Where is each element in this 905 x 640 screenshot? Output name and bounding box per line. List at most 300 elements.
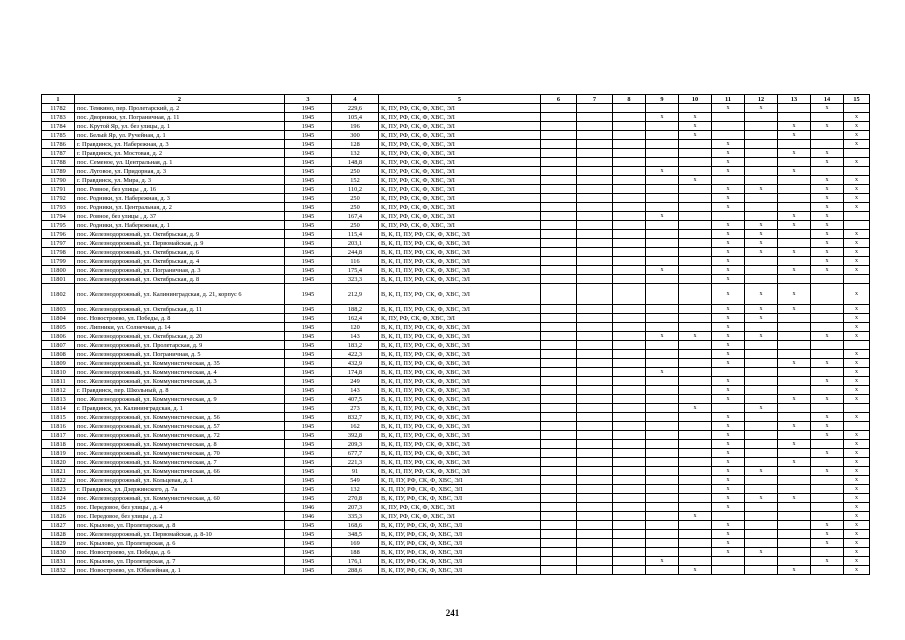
mark-cell [679, 557, 712, 566]
address-cell: пос. Железнодорожный, ул. Октябрьская, д. 4 [75, 257, 285, 266]
table-row [42, 284, 870, 305]
year-cell: 1945 [285, 284, 332, 305]
mark-cell: x [679, 176, 712, 185]
mark-cell [745, 113, 778, 122]
address-cell: пос. Железнодорожный, ул. Коммунистическая, д. 7 [75, 458, 285, 467]
year-cell: 1945 [285, 158, 332, 167]
mark-cell [577, 413, 613, 422]
systems-cell: В, К, П, ПУ, РФ, СК, Ф, ХВС, ЭЛ [379, 422, 541, 431]
mark-cell: x [844, 203, 870, 212]
mark-cell [646, 359, 679, 368]
address-cell: г. Правдинск, ул. Мира, д. 3 [75, 176, 285, 185]
systems-cell: В, К, П, ПУ, РФ, СК, Ф, ХВС, ЭЛ [379, 386, 541, 395]
table-row [42, 221, 870, 230]
mark-cell [778, 521, 811, 530]
mark-cell: x [712, 194, 745, 203]
mark-cell [613, 104, 646, 113]
mark-cell [577, 395, 613, 404]
mark-cell: x [844, 284, 870, 305]
address-cell: пос. Железнодорожный, ул. Калининградская, д. 21, корпус 6 [75, 284, 285, 305]
mark-cell: x [811, 521, 844, 530]
mark-cell [541, 248, 577, 257]
mark-cell [577, 422, 613, 431]
mark-cell: x [844, 158, 870, 167]
year-cell: 1945 [285, 476, 332, 485]
address-cell: г. Правдинск, ул. Набережная, д. 3 [75, 140, 285, 149]
address-cell: пос. Железнодорожный, ул. Коммунистическая, д. 8 [75, 440, 285, 449]
systems-cell: В, К, П, ПУ, РФ, СК, Ф, ХВС, ЭЛ [379, 413, 541, 422]
mark-cell [778, 323, 811, 332]
mark-cell [541, 539, 577, 548]
mark-cell: x [844, 458, 870, 467]
mark-cell [613, 485, 646, 494]
mark-cell: x [745, 221, 778, 230]
mark-cell: x [811, 221, 844, 230]
mark-cell [745, 503, 778, 512]
mark-cell [778, 104, 811, 113]
systems-cell: В, К, П, ПУ, РФ, СК, Ф, ХВС, ЭЛ [379, 467, 541, 476]
mark-cell: x [646, 332, 679, 341]
mark-cell: x [679, 566, 712, 575]
address-cell: пос. Новостроево, ул. Юбилейная, д. 1 [75, 566, 285, 575]
row-number-cell: 11823 [42, 485, 75, 494]
column-header: 3 [285, 95, 332, 104]
mark-cell [745, 557, 778, 566]
mark-cell [613, 314, 646, 323]
mark-cell [613, 539, 646, 548]
mark-cell [541, 323, 577, 332]
header-row [42, 95, 870, 104]
systems-cell: В, К, П, ПУ, РФ, СК, Ф, ХВС, ЭЛ [379, 266, 541, 275]
area-cell: 677,7 [332, 449, 379, 458]
mark-cell [613, 185, 646, 194]
year-cell: 1945 [285, 203, 332, 212]
address-cell: пос. Железнодорожный, ул. Коммунистическая, д. 72 [75, 431, 285, 440]
table-row [42, 485, 870, 494]
mark-cell: x [811, 149, 844, 158]
area-cell: 335,3 [332, 512, 379, 521]
address-cell: пос. Железнодорожный, ул. Пролетарская, д. 9 [75, 341, 285, 350]
table-row [42, 203, 870, 212]
mark-cell [646, 149, 679, 158]
mark-cell: x [712, 350, 745, 359]
column-header: 4 [332, 95, 379, 104]
mark-cell [679, 548, 712, 557]
area-cell: 162 [332, 422, 379, 431]
mark-cell [811, 113, 844, 122]
mark-cell [646, 221, 679, 230]
mark-cell: x [811, 230, 844, 239]
systems-cell: В, К, П, ПУ, РФ, СК, Ф, ХВС, ЭЛ [379, 431, 541, 440]
mark-cell [646, 323, 679, 332]
mark-cell: x [745, 467, 778, 476]
table-row [42, 131, 870, 140]
systems-cell: В, К, П, ПУ, РФ, СК, Ф, ХВС, ЭЛ [379, 404, 541, 413]
mark-cell [745, 266, 778, 275]
systems-cell: В, К, П, ПУ, РФ, СК, Ф, ХВС, ЭЛ [379, 395, 541, 404]
year-cell: 1945 [285, 422, 332, 431]
mark-cell [646, 131, 679, 140]
mark-cell [679, 275, 712, 284]
mark-cell [541, 185, 577, 194]
mark-cell [778, 332, 811, 341]
mark-cell [646, 386, 679, 395]
mark-cell [613, 323, 646, 332]
mark-cell [541, 413, 577, 422]
mark-cell [577, 167, 613, 176]
year-cell: 1945 [285, 539, 332, 548]
area-cell: 212,9 [332, 284, 379, 305]
row-number-cell: 11820 [42, 458, 75, 467]
address-cell: пос. Крылово, ул. Пролетарская, д. 7 [75, 557, 285, 566]
mark-cell [541, 458, 577, 467]
address-cell: пос. Крутой Яр, ул. без улицы, д. 1 [75, 122, 285, 131]
mark-cell [577, 566, 613, 575]
mark-cell: x [712, 530, 745, 539]
mark-cell [679, 284, 712, 305]
mark-cell [778, 548, 811, 557]
mark-cell [844, 341, 870, 350]
page-number: 241 [445, 608, 460, 618]
systems-cell: К, ПУ, РФ, СК, Ф, ХВС, ЭЛ [379, 176, 541, 185]
mark-cell [811, 131, 844, 140]
mark-cell [613, 440, 646, 449]
mark-cell [646, 140, 679, 149]
mark-cell [778, 557, 811, 566]
mark-cell [577, 275, 613, 284]
mark-cell [613, 368, 646, 377]
mark-cell: x [844, 350, 870, 359]
area-cell: 176,1 [332, 557, 379, 566]
year-cell: 1945 [285, 131, 332, 140]
mark-cell [613, 176, 646, 185]
mark-cell [613, 566, 646, 575]
systems-cell: В, К, П, ПУ, РФ, СК, Ф, ХВС, ЭЛ [379, 323, 541, 332]
area-cell: 120 [332, 323, 379, 332]
area-cell: 249 [332, 377, 379, 386]
mark-cell [541, 140, 577, 149]
mark-cell [745, 386, 778, 395]
area-cell: 196 [332, 122, 379, 131]
column-header: 14 [811, 95, 844, 104]
table-row [42, 305, 870, 314]
mark-cell: x [811, 158, 844, 167]
row-number-cell: 11825 [42, 503, 75, 512]
mark-cell [712, 368, 745, 377]
area-cell: 175,4 [332, 266, 379, 275]
area-cell: 115,4 [332, 230, 379, 239]
mark-cell [679, 431, 712, 440]
systems-cell: В, К, ПУ, РФ, СК, Ф, ХВС, ЭЛ [379, 566, 541, 575]
mark-cell: x [712, 449, 745, 458]
year-cell: 1946 [285, 503, 332, 512]
address-cell: пос. Липники, ул. Солнечная, д. 14 [75, 323, 285, 332]
mark-cell [577, 140, 613, 149]
mark-cell [679, 458, 712, 467]
mark-cell [646, 203, 679, 212]
mark-cell: x [811, 212, 844, 221]
address-cell: пос. Родники, ул. Набережная, д. 1 [75, 221, 285, 230]
mark-cell [613, 122, 646, 131]
mark-cell [613, 341, 646, 350]
mark-cell [646, 458, 679, 467]
mark-cell [745, 122, 778, 131]
table-row [42, 158, 870, 167]
mark-cell [745, 167, 778, 176]
mark-cell: x [778, 221, 811, 230]
mark-cell: x [778, 131, 811, 140]
mark-cell [679, 539, 712, 548]
mark-cell: x [778, 422, 811, 431]
table-row [42, 440, 870, 449]
table-row [42, 239, 870, 248]
row-number-cell: 11813 [42, 395, 75, 404]
mark-cell [778, 113, 811, 122]
table-row [42, 113, 870, 122]
mark-cell [679, 203, 712, 212]
mark-cell: x [844, 248, 870, 257]
mark-cell [541, 359, 577, 368]
mark-cell [577, 467, 613, 476]
mark-cell [577, 503, 613, 512]
mark-cell [541, 113, 577, 122]
mark-cell [679, 266, 712, 275]
mark-cell [613, 548, 646, 557]
mark-cell [778, 476, 811, 485]
mark-cell [679, 314, 712, 323]
mark-cell [541, 239, 577, 248]
mark-cell [577, 494, 613, 503]
mark-cell [679, 521, 712, 530]
area-cell: 168,6 [332, 521, 379, 530]
row-number-cell: 11819 [42, 449, 75, 458]
year-cell: 1945 [285, 332, 332, 341]
mark-cell [541, 368, 577, 377]
year-cell: 1945 [285, 395, 332, 404]
mark-cell [778, 230, 811, 239]
mark-cell: x [712, 203, 745, 212]
mark-cell: x [646, 212, 679, 221]
row-number-cell: 11829 [42, 539, 75, 548]
mark-cell [811, 512, 844, 521]
mark-cell: x [745, 314, 778, 323]
mark-cell [745, 521, 778, 530]
systems-cell: В, К, П, ПУ, РФ, СК, Ф, ХВС, ЭЛ [379, 257, 541, 266]
mark-cell [541, 122, 577, 131]
mark-cell [646, 548, 679, 557]
mark-cell: x [679, 512, 712, 521]
mark-cell [613, 404, 646, 413]
mark-cell [613, 248, 646, 257]
mark-cell: x [778, 458, 811, 467]
mark-cell [541, 212, 577, 221]
mark-cell [778, 257, 811, 266]
year-cell: 1945 [285, 305, 332, 314]
mark-cell [745, 566, 778, 575]
address-cell: пос. Железнодорожный, ул. Пограничная, д. 3 [75, 266, 285, 275]
mark-cell [778, 176, 811, 185]
mark-cell [811, 305, 844, 314]
mark-cell [679, 386, 712, 395]
mark-cell: x [844, 359, 870, 368]
table-row [42, 467, 870, 476]
mark-cell: x [712, 284, 745, 305]
mark-cell [577, 239, 613, 248]
systems-cell: К, ПУ, РФ, СК, Ф, ХВС, ЭЛ [379, 158, 541, 167]
mark-cell [613, 413, 646, 422]
mark-cell: x [811, 467, 844, 476]
area-cell: 300 [332, 131, 379, 140]
year-cell: 1945 [285, 377, 332, 386]
mark-cell: x [844, 323, 870, 332]
row-number-cell: 11800 [42, 266, 75, 275]
mark-cell [541, 305, 577, 314]
area-cell: 132 [332, 485, 379, 494]
column-header: 5 [379, 95, 541, 104]
mark-cell: x [745, 332, 778, 341]
table-row [42, 431, 870, 440]
mark-cell [613, 257, 646, 266]
mark-cell [577, 449, 613, 458]
year-cell: 1945 [285, 185, 332, 194]
mark-cell [745, 377, 778, 386]
mark-cell: x [844, 521, 870, 530]
mark-cell: x [646, 266, 679, 275]
address-cell: пос. Луговое, ул. Придорная, д. 3 [75, 167, 285, 176]
mark-cell: x [811, 104, 844, 113]
mark-cell: x [712, 275, 745, 284]
table-row [42, 521, 870, 530]
mark-cell [778, 158, 811, 167]
mark-cell [577, 131, 613, 140]
mark-cell [613, 113, 646, 122]
mark-cell: x [712, 230, 745, 239]
year-cell: 1946 [285, 512, 332, 521]
mark-cell [646, 314, 679, 323]
mark-cell [778, 377, 811, 386]
area-cell: 148,8 [332, 158, 379, 167]
area-cell: 348,5 [332, 530, 379, 539]
row-number-cell: 11814 [42, 404, 75, 413]
row-number-cell: 11810 [42, 368, 75, 377]
mark-cell: x [712, 149, 745, 158]
address-cell: пос. Железнодорожный, ул. Коммунистическая, д. 3 [75, 377, 285, 386]
year-cell: 1945 [285, 176, 332, 185]
mark-cell [577, 122, 613, 131]
mark-cell [712, 131, 745, 140]
table-row [42, 323, 870, 332]
mark-cell [778, 350, 811, 359]
address-cell: пос. Железнодорожный, ул. Коммунистическая, д. 35 [75, 359, 285, 368]
year-cell: 1945 [285, 275, 332, 284]
mark-cell [541, 548, 577, 557]
mark-cell [745, 458, 778, 467]
area-cell: 143 [332, 386, 379, 395]
mark-cell: x [844, 368, 870, 377]
mark-cell: x [712, 539, 745, 548]
mark-cell [679, 476, 712, 485]
address-cell: пос. Родники, ул. Центральная, д. 2 [75, 203, 285, 212]
row-number-cell: 11830 [42, 548, 75, 557]
row-number-cell: 11818 [42, 440, 75, 449]
mark-cell [577, 305, 613, 314]
mark-cell [577, 458, 613, 467]
mark-cell [778, 431, 811, 440]
systems-cell: К, ПУ, РФ, СК, Ф, ХВС, ЭЛ [379, 512, 541, 521]
mark-cell [541, 386, 577, 395]
year-cell: 1945 [285, 221, 332, 230]
table-row [42, 404, 870, 413]
mark-cell [613, 386, 646, 395]
mark-cell: x [844, 494, 870, 503]
systems-cell: В, К, П, ПУ, РФ, СК, Ф, ХВС, ЭЛ [379, 332, 541, 341]
mark-cell [541, 149, 577, 158]
year-cell: 1945 [285, 230, 332, 239]
mark-cell: x [844, 485, 870, 494]
row-number-cell: 11806 [42, 332, 75, 341]
mark-cell [646, 566, 679, 575]
mark-cell [778, 203, 811, 212]
table-row [42, 176, 870, 185]
mark-cell [613, 422, 646, 431]
mark-cell [679, 104, 712, 113]
area-cell: 250 [332, 203, 379, 212]
mark-cell [679, 395, 712, 404]
row-number-cell: 11831 [42, 557, 75, 566]
mark-cell [811, 323, 844, 332]
mark-cell [646, 248, 679, 257]
mark-cell [541, 422, 577, 431]
mark-cell [646, 239, 679, 248]
mark-cell [577, 266, 613, 275]
systems-cell: К, ПУ, РФ, СК, Ф, ХВС, ЭЛ [379, 149, 541, 158]
mark-cell [778, 404, 811, 413]
mark-cell: x [844, 449, 870, 458]
table-row [42, 566, 870, 575]
mark-cell: x [778, 149, 811, 158]
row-number-cell: 11815 [42, 413, 75, 422]
area-cell: 128 [332, 140, 379, 149]
address-cell: пос. Новостроево, ул. Победы, д. 8 [75, 314, 285, 323]
mark-cell [646, 377, 679, 386]
mark-cell: x [844, 467, 870, 476]
mark-cell: x [712, 386, 745, 395]
mark-cell [745, 341, 778, 350]
year-cell: 1945 [285, 359, 332, 368]
mark-cell [811, 566, 844, 575]
mark-cell: x [712, 503, 745, 512]
mark-cell: x [811, 257, 844, 266]
mark-cell [541, 440, 577, 449]
mark-cell [541, 167, 577, 176]
mark-cell [811, 284, 844, 305]
mark-cell [613, 476, 646, 485]
mark-cell [577, 212, 613, 221]
mark-cell [745, 359, 778, 368]
area-cell: 209,3 [332, 440, 379, 449]
year-cell: 1945 [285, 521, 332, 530]
mark-cell: x [844, 194, 870, 203]
row-number-cell: 11798 [42, 248, 75, 257]
mark-cell [541, 350, 577, 359]
mark-cell [541, 530, 577, 539]
row-number-cell: 11792 [42, 194, 75, 203]
systems-cell: В, К, П, ПУ, РФ, СК, Ф, ХВС, ЭЛ [379, 284, 541, 305]
mark-cell: x [811, 359, 844, 368]
mark-cell [679, 257, 712, 266]
mark-cell: x [844, 377, 870, 386]
mark-cell [577, 341, 613, 350]
